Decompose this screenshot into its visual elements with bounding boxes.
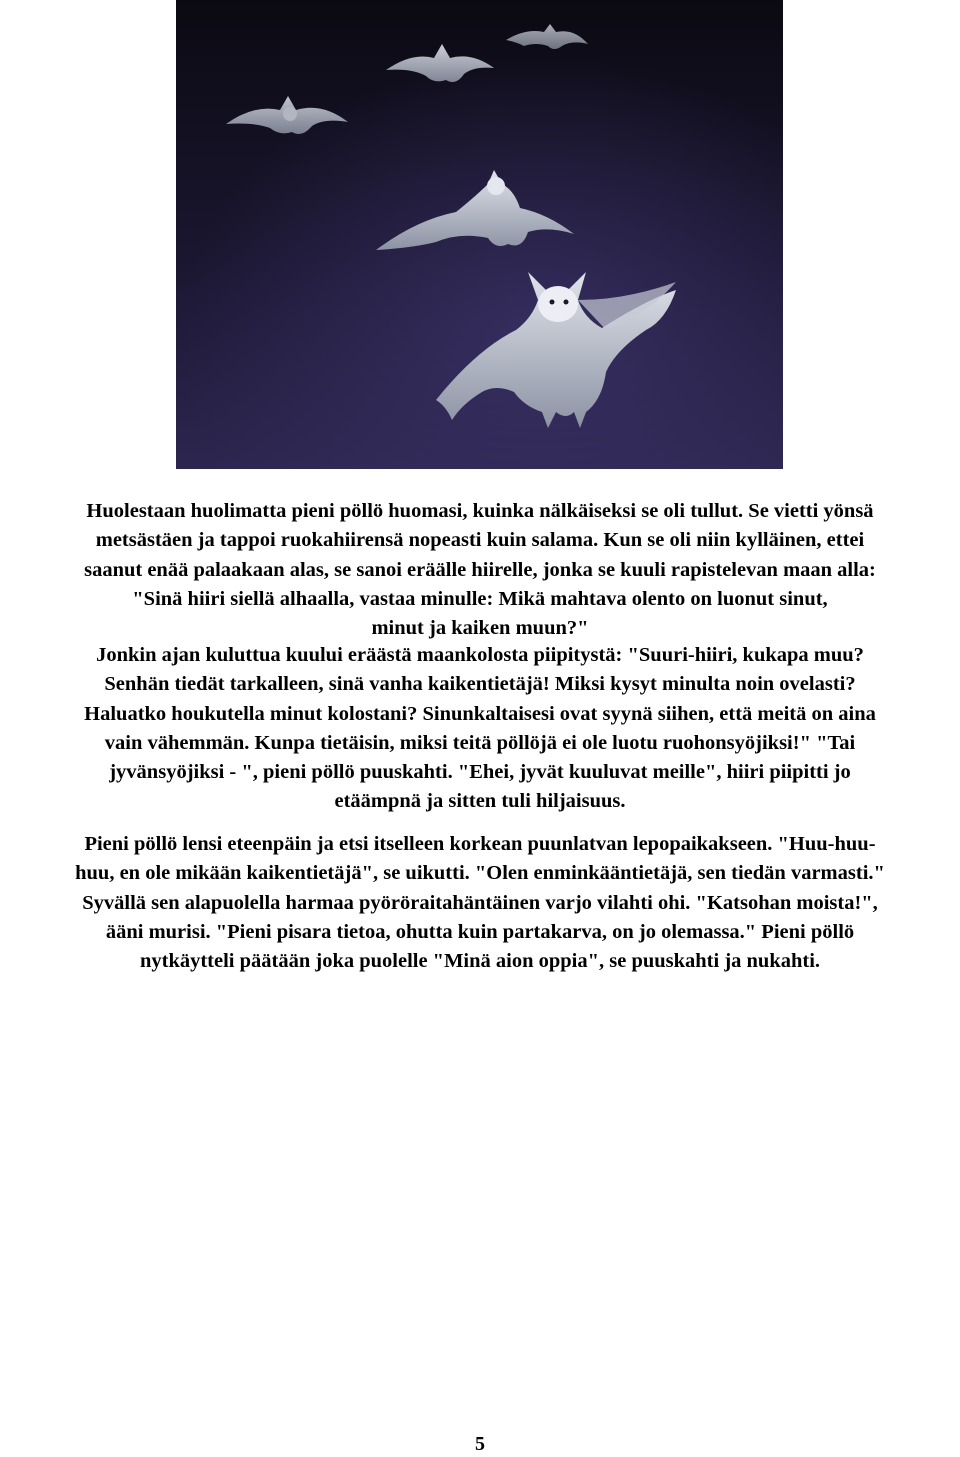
paragraph-owl-resting: [0, 830, 960, 976]
text-line: metsästäen ja tappoi ruokahiirensä nopeasti kuin salama. Kun se oli niin kylläinen, ettei: [95, 529, 865, 552]
bats-illustration: [176, 0, 783, 469]
paragraph-mouse-answer: [0, 641, 960, 817]
text-line: huu, en ole mikään kaikentietäjä", se uikutti. "Olen enminkääntietäjä, sen tiedän varmasti.": [75, 862, 885, 885]
text-line: saanut enää palaakaan alas, se sanoi eräälle hiirelle, jonka se kuuli rapistelevan maan alla:: [84, 558, 876, 581]
text-line: Haluatko houkutella minut kolostani? Sinunkaltaisesi ovat syynä siihen, että meitä on aina: [84, 702, 876, 725]
text-line: etäämpnä ja sitten tuli hiljaisuus.: [334, 790, 626, 813]
text-line: Pieni pöllö lensi eteenpäin ja etsi itselleen korkean puunlatvan lepopaikakseen. "Huu-huu-: [84, 833, 876, 855]
text-line: Huolestaan huolimatta pieni pöllö huomasi, kuinka nälkäiseksi se oli tullut. Se vietti yönsä: [86, 500, 874, 522]
text-line: Senhän tiedät tarkalleen, sinä vanha kaikentietäjä! Miksi kysyt minulta noin ovelasti?: [104, 673, 856, 696]
text-line: ääni murisi. "Pieni pisara tietoa, ohutta kuin partakarva, on jo olemassa." Pieni pöllö: [105, 920, 855, 943]
text-line: jyvänsyöjiksi - ", pieni pöllö puuskahti. "Ehei, jyvät kuuluvat meille", hiiri piipitti jo: [109, 761, 851, 784]
paragraph-owl-hunting: [0, 497, 960, 643]
text-line: Syvällä sen alapuolella harmaa pyöröraitahäntäinen varjo vilahti ohi. "Katsohan moista!",: [82, 891, 878, 914]
text-line: vain vähemmän. Kunpa tietäisin, miksi teitä pöllöjä ei ole luotu ruohonsyöjiksi!" "Tai: [104, 731, 856, 754]
page-number: 5: [475, 1433, 485, 1455]
text-line: minut ja kaiken muun?": [371, 617, 589, 640]
text-line: "Sinä hiiri siellä alhaalla, vastaa minulle: Mikä mahtava olento on luonut sinut,: [132, 587, 828, 610]
text-line: nytkäytteli päätään joka puolelle "Minä aion oppia", se puuskahti ja nukahti.: [139, 950, 821, 973]
text-line: Jonkin ajan kuluttua kuului eräästä maankolosta piipitystä: "Suuri-hiiri, kukapa muu?: [96, 644, 864, 666]
